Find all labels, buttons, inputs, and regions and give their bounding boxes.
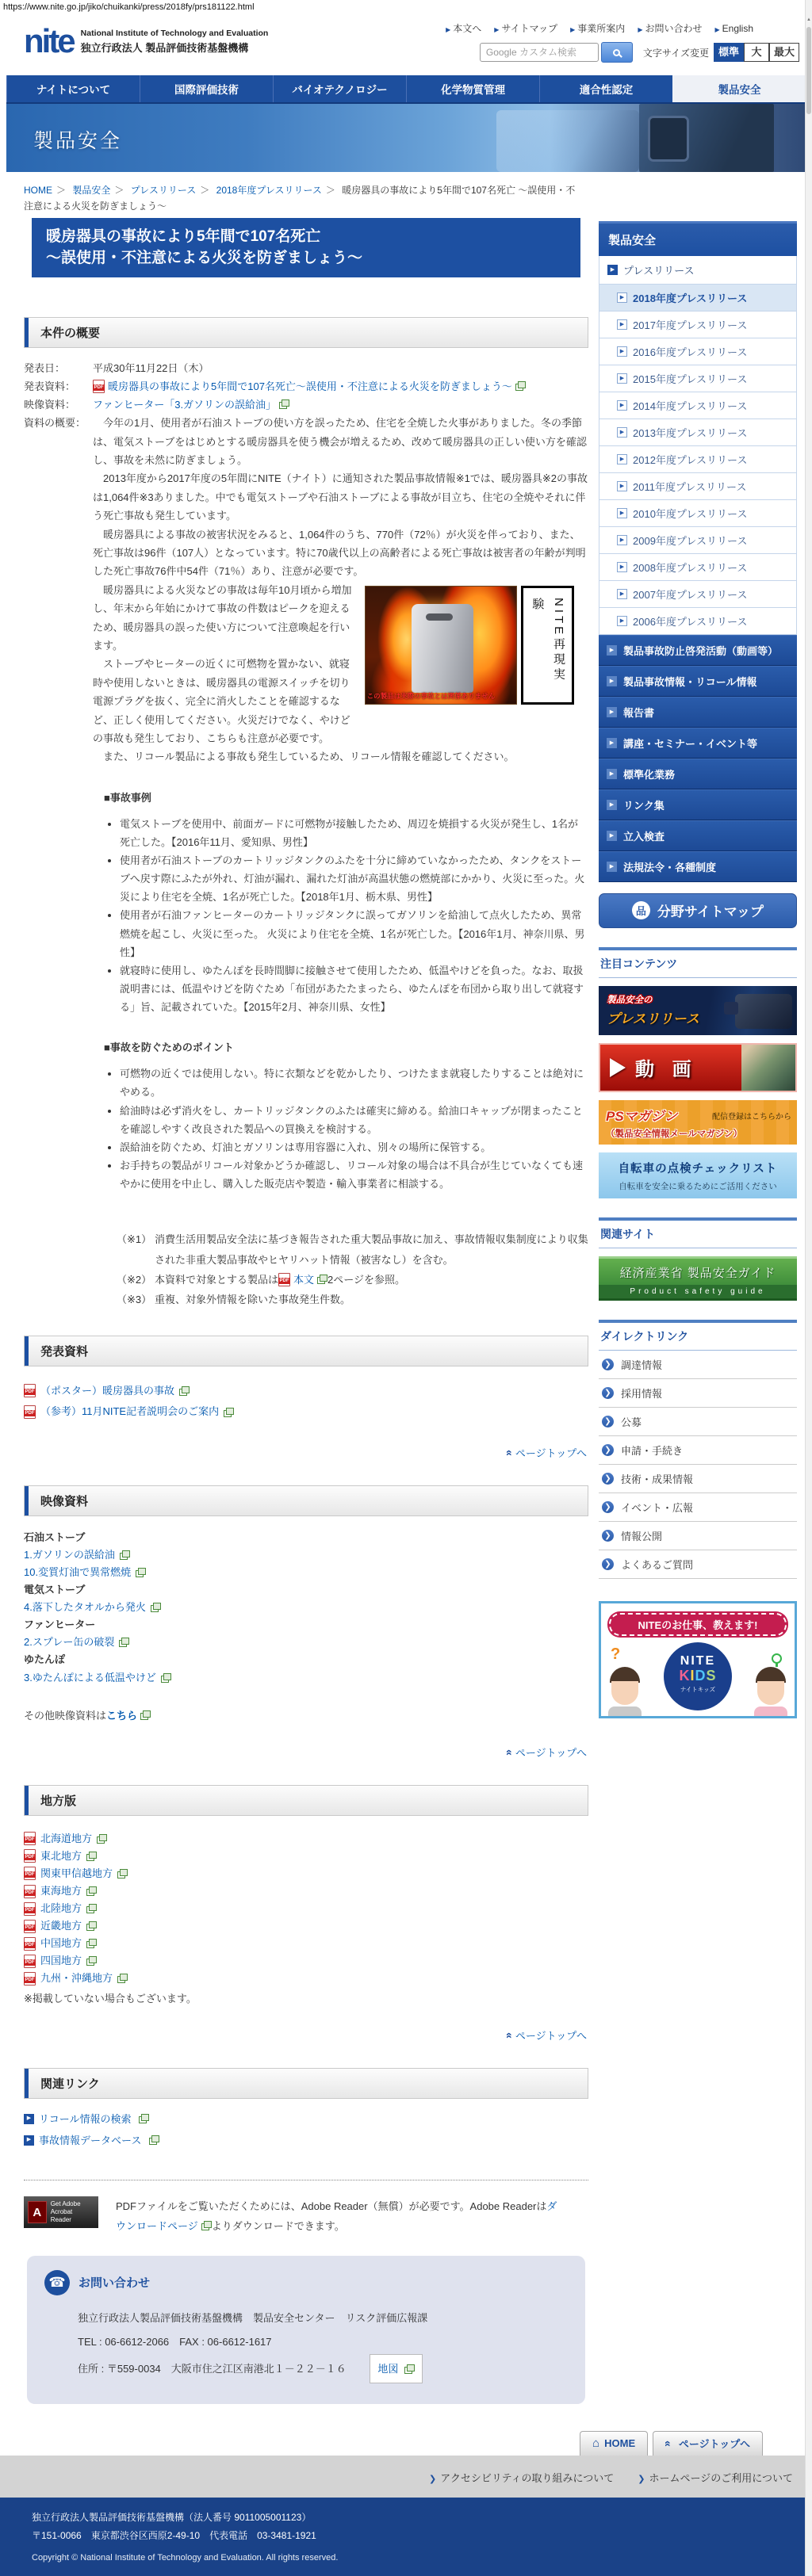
- point-item: • 給油時は必ず消火をし、カートリッジタンクのふたは確実に締める。給油口キャップが閉まったことを確認しやすく改良された製品への買換えを検討する。: [120, 1102, 588, 1138]
- sidebar-year-item[interactable]: ▶ 2017年度プレスリリース: [599, 311, 797, 338]
- release-date: 平成30年11月22日（木）: [93, 361, 209, 374]
- sidebar-year-item[interactable]: ▶ 2014年度プレスリリース: [599, 392, 797, 419]
- overview-info: [24, 359, 588, 1310]
- docs-list: [24, 1381, 588, 1423]
- pdf-icon: [24, 1920, 36, 1933]
- pdf-icon: [93, 380, 105, 393]
- direct-link-item[interactable]: ❯ 情報公開: [599, 1522, 797, 1550]
- section-heading-regions: 地方版: [24, 1785, 588, 1816]
- contact-heading: お問い合わせ: [79, 2276, 151, 2291]
- footnote-3: 重複、対象外情報を除いた事故発生件数。: [155, 1294, 351, 1306]
- press-release-banner[interactable]: 製品安全の プレスリリース: [599, 986, 797, 1035]
- field-sitemap-button[interactable]: 品 分野サイトマップ: [599, 893, 797, 928]
- new-window-icon: [139, 2114, 149, 2123]
- sidebar-year-item[interactable]: ▶ 2018年度プレスリリース: [599, 285, 797, 311]
- sidebar-menu-item[interactable]: ▶ 製品事故情報・リコール情報: [599, 666, 797, 697]
- page-title: 製品安全: [33, 130, 123, 152]
- footnotes: （※1） 消費生活用製品安全法に基づき報告された重大製品事故に加え、事故情報収集制度により収集された非重大製品事故やヒヤリハット情報（被害なし）を含む。 （※2） 本資料で対象とする製品は PDF 本文 2ページを参照。 （※3） 重複、対象外情報を除いた事故発生件数。: [117, 1229, 588, 1309]
- case-item: • 電気ストーブを使用中、前面ガードに可燃物が接触したため、周辺を焼損する火災が発生し、1名が死亡した。【2016年11月、愛知県、男性】: [120, 815, 588, 851]
- adobe-reader-badge[interactable]: A Get Adobe Acrobat Reader: [24, 2196, 98, 2228]
- square-arrow-icon: ▶: [617, 292, 627, 303]
- summary-paragraph: 2013年度から2017年度の5年間にNITE（ナイト）に通知された製品事故情報※1では、暖房器具※2の事故は1,064件※3ありました。中でも電気ストーブや石油ストーブによる事故が目立ち、住宅の全焼やそれに伴う死亡事故も発生しています。: [93, 472, 588, 522]
- breadcrumb: [24, 182, 583, 215]
- new-window-icon: [86, 1904, 97, 1913]
- sidebar-year-item[interactable]: ▶ 2006年度プレスリリース: [599, 608, 797, 635]
- heater-silhouette: [412, 604, 473, 693]
- summary-paragraph: 今年の1月、使用者が石油ストーブの使い方を誤ったため、住宅を全焼した火事がありました。冬の季節は、電気ストーブをはじめとする暖房器具を使う機会が増えるため、改めて暖房器具の正しい使い方を確認し、事故を未然に防ぎましょう。: [93, 417, 587, 467]
- new-window-icon: [117, 1974, 128, 1983]
- utility-link[interactable]: ▶ お問い合わせ: [638, 23, 703, 34]
- sidebar-year-item[interactable]: ▶ 2013年度プレスリリース: [599, 419, 797, 446]
- doc-link[interactable]: （参考）11月NITE記者説明会のご案内: [40, 1405, 220, 1418]
- pdf-icon: [24, 1885, 36, 1898]
- square-arrow-icon: ▶: [607, 862, 617, 872]
- square-arrow-icon: ▶: [617, 319, 627, 330]
- pdf-icon: [24, 1937, 36, 1951]
- video-banner[interactable]: 動 画: [599, 1043, 797, 1092]
- section-heading-overview: 本件の概要: [24, 317, 588, 348]
- point-item: • お手持ちの製品がリコール対象かどうか確認し、リコール対象の場合は不具合が生じていなくても速やかに使用を中止し、購入した販売店や製造・輸入事業者に相談する。: [120, 1156, 588, 1193]
- square-arrow-icon: ▶: [617, 508, 627, 518]
- pdf-icon: [24, 1384, 36, 1397]
- new-window-icon: [86, 1956, 97, 1966]
- pdf-icon: [24, 1902, 36, 1916]
- video-link[interactable]: 4.落下したタオルから発火: [24, 1601, 146, 1614]
- summary-paragraph: また、リコール製品による事故も発生しているため、リコール情報を確認してください。: [93, 751, 515, 763]
- square-arrow-icon: ▶: [607, 676, 617, 686]
- sidebar-year-item[interactable]: ▶ 2009年度プレスリリース: [599, 527, 797, 554]
- footer-copyright: Copyright © National Institute of Technology and Evaluation. All rights reserved.: [32, 2553, 339, 2563]
- pdf-icon: [24, 1867, 36, 1880]
- direct-link-item[interactable]: ❯ イベント・広報: [599, 1493, 797, 1522]
- square-arrow-icon: ▶: [617, 616, 627, 626]
- circle-arrow-icon: ❯: [602, 1501, 614, 1513]
- home-button[interactable]: ⌂ HOME: [580, 2431, 648, 2456]
- region-pdf-link[interactable]: 関東甲信越地方: [40, 1867, 113, 1879]
- new-window-icon: [86, 1852, 97, 1861]
- sidebar-year-item[interactable]: ▶ 2015年度プレスリリース: [599, 365, 797, 392]
- direct-link-item[interactable]: ❯ よくあるご質問: [599, 1550, 797, 1579]
- search-icon: [613, 49, 620, 56]
- chevron-up-icon: «: [504, 1449, 517, 1456]
- utility-link[interactable]: ▶ サイトマップ: [494, 23, 558, 34]
- breadcrumb-separator: ＞: [325, 185, 335, 196]
- utility-link[interactable]: ▶ English: [714, 22, 753, 34]
- play-icon: [610, 1058, 626, 1077]
- footer-utility-bar: [0, 2456, 812, 2498]
- logo-name-en: National Institute of Technology and Evaluation: [80, 28, 269, 38]
- new-window-icon: [179, 1386, 190, 1396]
- circle-arrow-icon: ❯: [602, 1558, 614, 1570]
- point-item: • 誤給油を防ぐため、灯油とガソリンは専用容器に入れ、別々の場所に保管する。: [120, 1138, 588, 1156]
- circle-arrow-icon: ❯: [602, 1530, 614, 1542]
- product-safety-guide-banner[interactable]: 経済産業省 製品安全ガイド Product safety guide: [599, 1256, 797, 1301]
- new-window-icon: [404, 2364, 415, 2374]
- bottom-buttons: [0, 2431, 763, 2456]
- arrow-right-icon: ❯: [638, 2475, 645, 2485]
- sidebar-menu-item[interactable]: ▶ リンク集: [599, 789, 797, 820]
- hero-banner: [6, 104, 806, 172]
- dog-image: [741, 1045, 795, 1091]
- site-usage-link[interactable]: ❯ ホームページのご利用について: [638, 2472, 793, 2485]
- nav-tab[interactable]: 製品安全: [672, 75, 806, 102]
- pdf-icon: [24, 1832, 36, 1845]
- footer-org: 独立行政法人製品評価技術基盤機構（法人番号 9011005001123）: [32, 2512, 312, 2524]
- breadcrumb-link[interactable]: 2018年度プレスリリース: [216, 185, 322, 196]
- new-window-icon: [515, 381, 526, 391]
- font-size-button[interactable]: 標準: [714, 43, 744, 62]
- nite-experiment-label: NITE再現実験: [521, 586, 574, 705]
- main-content: [24, 218, 588, 2405]
- pagetop-row: [24, 1445, 587, 1460]
- other-videos: その他映像資料はこちら: [24, 1707, 588, 1722]
- video-link[interactable]: 3.ゆたんぽによる低温やけど: [24, 1671, 156, 1684]
- lightbulb-doodle: [772, 1653, 782, 1664]
- videos-list: [24, 1529, 588, 1687]
- video-link[interactable]: 10.変質灯油で異常燃焼: [24, 1566, 132, 1579]
- experiment-photo-block: [365, 586, 574, 705]
- pagetop-row: [24, 1745, 587, 1760]
- global-nav: [6, 75, 806, 104]
- summary-paragraph: 暖房器具による火災などの事故は毎年10月頃から増加し、年末から年始にかけて事故の件数はピークを迎えるため、暖房器具の誤った使い方について注意喚起を行います。: [93, 583, 352, 652]
- chevron-up-icon: «: [662, 2440, 676, 2447]
- adobe-reader-notice: [24, 2196, 588, 2237]
- square-arrow-icon: ▶: [607, 738, 617, 748]
- contact-tel: TEL : 06-6612-2066 FAX : 06-6612-1617: [78, 2335, 272, 2348]
- nav-tab[interactable]: 適合性認定: [539, 75, 672, 102]
- circle-arrow-icon: ❯: [602, 1387, 614, 1399]
- direct-link-item[interactable]: ❯ 調達情報: [599, 1351, 797, 1379]
- photo-caption: この製品は実際の事故とは関係ありません: [366, 691, 496, 700]
- square-arrow-icon: ▶: [24, 2114, 34, 2124]
- font-size-button[interactable]: 最大: [769, 43, 799, 62]
- browser-url: https://www.nite.go.jp/jiko/chuikanki/press/2018fy/prs181122.html: [3, 2, 255, 12]
- points-heading: ■事故を防ぐためのポイント: [104, 1041, 234, 1054]
- region-pdf-link[interactable]: 東北地方: [40, 1849, 82, 1862]
- new-window-icon: [119, 1638, 129, 1647]
- square-arrow-icon: ▶: [607, 645, 617, 655]
- article-title: 暖房器具の事故により5年間で107名死亡 ～誤使用・不注意による火災を防ぎましょう～: [32, 218, 580, 277]
- square-arrow-icon: ▶: [607, 707, 617, 717]
- region-pdf-link[interactable]: 東海地方: [40, 1884, 82, 1897]
- kid-boy-image: [607, 1667, 642, 1711]
- fulltext-link[interactable]: 本文: [293, 1273, 315, 1286]
- square-arrow-icon: ▶: [607, 265, 618, 275]
- circle-arrow-icon: ❯: [602, 1444, 614, 1456]
- heater-fire-photo: [365, 586, 517, 705]
- doc-link[interactable]: （ポスター）暖房器具の事故: [40, 1384, 175, 1397]
- new-window-icon: [97, 1834, 107, 1844]
- regions-note: ※掲載していない場合もございます。: [24, 1992, 197, 2005]
- direct-links-heading: ダイレクトリンク: [599, 1320, 797, 1351]
- summary-paragraph: ストーブやヒーターの近くに可燃物を置かない、就寝時や使用しないときは、暖房器具の電源スイッチを切り電源プラグを抜く、完全に消火したことを確認するなど、正しく使用してください。火災だけでなく、やけどの事故も発生しており、こちらも注意が必要です。: [93, 658, 350, 744]
- arrow-right-icon: ▶: [714, 25, 720, 33]
- pagetop-button[interactable]: « ページトップへ: [653, 2431, 763, 2456]
- featured-heading: 注目コンテンツ: [599, 947, 797, 978]
- region-pdf-link[interactable]: 北陸地方: [40, 1902, 82, 1915]
- square-arrow-icon: ▶: [617, 400, 627, 411]
- sidebar-year-item[interactable]: ▶ 2010年度プレスリリース: [599, 500, 797, 527]
- sidebar: [599, 221, 797, 1718]
- hero-photo-machine: [496, 110, 639, 172]
- scrollbar-thumb[interactable]: [806, 27, 811, 114]
- direct-links: [599, 1351, 797, 1579]
- square-arrow-icon: ▶: [607, 800, 617, 810]
- new-window-icon: [201, 2221, 212, 2230]
- new-window-icon: [136, 1568, 146, 1577]
- sidebar-menu-item[interactable]: ▶ 標準化業務: [599, 759, 797, 789]
- pdf-icon: [24, 1972, 36, 1986]
- new-window-icon: [161, 1673, 171, 1683]
- region-pdf-link[interactable]: 四国地方: [40, 1955, 82, 1967]
- case-item: • 使用者が石油ファンヒーターのカートリッジタンクに誤ってガソリンを給油して点火したため、異常燃焼を起こし、火災に至った。 火災により住宅を全焼、1名が死亡した。【2016年1月、神奈川県、男性】: [120, 906, 588, 961]
- new-window-icon: [86, 1921, 97, 1931]
- search-bar: [480, 42, 799, 63]
- nite-kids-logo: NITE KIDS ナイトキッズ: [664, 1642, 732, 1710]
- video-link[interactable]: 2.スプレー缶の破裂: [24, 1636, 115, 1649]
- scrollbar-up-arrow[interactable]: ▲: [806, 17, 811, 22]
- utility-link[interactable]: ▶ 本文へ: [446, 23, 482, 34]
- related-sites-heading: 関連サイト: [599, 1217, 797, 1248]
- footnote-1: 消費生活用製品安全法に基づき報告された重大製品事故に加え、事故情報収集制度により収集された非重大製品事故やヒヤリハット情報（被害なし）を含む。: [155, 1233, 588, 1266]
- sidebar-menu-item[interactable]: ▶ 製品事故防止啓発活動（動画等）: [599, 635, 797, 666]
- footer-address: 〒151-0066 東京都渋谷区西原2-49-10 代表電話 03-3481-1921: [32, 2530, 316, 2542]
- material-link[interactable]: 暖房器具の事故により5年間で107名死亡～誤使用・不注意による火災を防ぎましょう～: [108, 380, 512, 392]
- ps-magazine-banner[interactable]: PSマガジン 配信登録はこちらから （製品安全情報メールマガジン）: [599, 1100, 797, 1145]
- adobe-download-link[interactable]: ダウンロードページ: [116, 2200, 557, 2233]
- new-window-icon: [279, 399, 289, 409]
- sidebar-year-item[interactable]: ▶ 2007年度プレスリリース: [599, 581, 797, 608]
- new-window-icon: [140, 1710, 151, 1720]
- release-date-row: 発表日： 平成30年11月22日（木）: [24, 359, 588, 377]
- region-pdf-link[interactable]: 中国地方: [40, 1937, 82, 1950]
- new-window-icon: [120, 1550, 130, 1560]
- chevron-up-icon: «: [504, 1749, 517, 1756]
- breadcrumb-link[interactable]: プレスリリース: [130, 185, 197, 196]
- sidebar-menu-item[interactable]: ▶ 講座・セミナー・イベント等: [599, 728, 797, 759]
- arrow-right-icon: ▶: [638, 26, 643, 33]
- arrow-right-icon: ▶: [446, 26, 451, 33]
- region-pdf-link[interactable]: 近畿地方: [40, 1920, 82, 1932]
- breadcrumb-separator: ＞: [200, 185, 210, 196]
- square-arrow-icon: ▶: [617, 454, 627, 464]
- pdf-icon: [24, 1405, 36, 1419]
- new-window-icon: [317, 1275, 327, 1284]
- logo-name-jp: 独立行政法人 製品評価技術基盤機構: [80, 41, 249, 54]
- pdf-icon: [278, 1273, 290, 1286]
- sidebar-year-item[interactable]: ▶ 2008年度プレスリリース: [599, 554, 797, 581]
- bicycle-checklist-banner[interactable]: 自転車の点検チェックリスト 自転車を安全に乗るためにご活用ください: [599, 1152, 797, 1198]
- region-pdf-link[interactable]: 北海道地方: [40, 1832, 93, 1844]
- nav-tab[interactable]: 化学物質管理: [406, 75, 539, 102]
- square-arrow-icon: ▶: [24, 2135, 34, 2146]
- pagetop-link[interactable]: «ページトップへ: [504, 1746, 587, 1759]
- points-list: [104, 1064, 588, 1193]
- home-icon: ⌂: [592, 2436, 600, 2451]
- direct-link-item[interactable]: ❯ 申請・手続き: [599, 1436, 797, 1465]
- direct-link-item[interactable]: ❯ 採用情報: [599, 1379, 797, 1408]
- video-link[interactable]: 1.ガソリンの誤給油: [24, 1548, 115, 1561]
- regions-list: [24, 1830, 588, 1988]
- site-footer: [0, 2498, 812, 2575]
- section-heading-videos: 映像資料: [24, 1485, 588, 1516]
- video-category: ファンヒーター: [24, 1619, 96, 1631]
- related-links: [24, 2108, 588, 2152]
- nav-tab[interactable]: バイオテクノロジー: [273, 75, 406, 102]
- adobe-notice-text: PDFファイルをご覧いただくためには、Adobe Reader（無償）が必要です。Adobe Readerはダウンロードページ よりダウンロードできます。: [116, 2200, 557, 2233]
- breadcrumb-separator: ＞: [114, 185, 124, 196]
- sidebar-menu: [599, 635, 797, 882]
- chevron-up-icon: «: [504, 2031, 517, 2039]
- sidebar-year-item[interactable]: ▶ 2016年度プレスリリース: [599, 338, 797, 365]
- square-arrow-icon: ▶: [607, 831, 617, 841]
- circle-arrow-icon: ❯: [602, 1416, 614, 1428]
- new-window-icon: [86, 1939, 97, 1948]
- breadcrumb-link[interactable]: HOME: [24, 185, 52, 196]
- arrow-right-icon: ❯: [429, 2475, 437, 2485]
- circle-arrow-icon: ❯: [602, 1473, 614, 1485]
- sidebar-year-list: [599, 285, 797, 635]
- search-button[interactable]: [601, 42, 633, 63]
- pdf-icon: [24, 1955, 36, 1968]
- related-link[interactable]: リコール情報の検索: [39, 2112, 132, 2125]
- other-videos-link[interactable]: こちら: [106, 1709, 138, 1722]
- square-arrow-icon: ▶: [617, 562, 627, 572]
- map-button[interactable]: 地図: [370, 2354, 423, 2384]
- case-item: • 就寝時に使用し、ゆたんぽを長時間脚に接触させて使用したため、低温やけどを負った。なお、取扱説明書には、低温やけどを防ぐため「布団があたたまったら、ゆたんぽを布団から取り出して就寝する」旨、記載されていた。【2015年2月、神奈川県、女性】: [120, 961, 588, 1016]
- scrollbar[interactable]: [805, 0, 812, 2576]
- sidebar-menu-item[interactable]: ▶ 法規法令・各種制度: [599, 851, 797, 882]
- new-window-icon: [86, 1886, 97, 1896]
- contact-box: [27, 2256, 585, 2405]
- sitemap-icon: 品: [632, 901, 650, 919]
- square-arrow-icon: ▶: [617, 589, 627, 599]
- nav-tab[interactable]: 国際評価技術: [140, 75, 273, 102]
- material-row: 発表資料： PDF 暖房器具の事故により5年間で107名死亡～誤使用・不注意による火災を防ぎましょう～: [24, 377, 588, 396]
- square-arrow-icon: ▶: [617, 373, 627, 384]
- arrow-right-icon: ▶: [570, 26, 576, 33]
- summary-row: 資料の概要： 今年の1月、使用者が石油ストーブの使い方を誤ったため、住宅を全焼した火事がありました。冬の季節は、電気ストーブをはじめとする暖房器具を使う機会が増えるため、改めて暖房器具の正しい使い方を確認し、事故を未然に防ぎましょう。 2013年度から2017年度の5年間にNITE（ナイト）に通知された製品事故情報※1では、暖房器具※2の事故は1,064件※3ありました。中でも電気ストーブや石油ストーブによる事故が目立ち、住宅の全焼やそれに伴う死亡事故も発生しています。 暖房器具による事故の被害状況をみると、1,064件のうち、770件（72％）が火災を伴っており、また、死亡事故は96件（107人）となっています。特に70歳代以上の高齢者による死亡事故は被害者の年齢が判明した死亡事故76件中54件（71％）あり、注意が必要です。 この製品は実際の事故とは関係ありません NITE再現実験 暖房器具による火災などの事故は毎年10月頃から増加し、年末から年始にかけて事故の件数はピークを迎えるため、暖房器具の誤った使い方について注意喚起を行います。 ストーブやヒーターの近くに可燃物を置かない、就寝時や使用しないときは、暖房器具の電源スイッチを切り電源プラグを抜く、完全に消火したことを確認するなど、正しく使用してください。火災だけでなく、やけどの事故も発生しており、こちらも注意が必要です。 また、リコール製品による事故も発生しているため、リコール情報を確認してください。 ■事故事例 • 電気ストーブを使用中、前面ガードに可燃物が接触したため、周辺を焼損する火災が発生し、1名が死亡した。【2016年11月、愛知県、男性】 • 使用者が石油ストーブのカートリッジタンクのふたを十分に締めていなかったため、タンクをストーブへ戻す際にふたが外れ、灯油が漏れ、漏れた灯油が高温状態の燃焼部にかかり、火災に至った。火災により住宅を全焼、1名が死亡した。【2018年1月、栃木県、男性】 • 使用者が石油ファンヒーターのカートリッジタンクに誤ってガソリンを給油して点火したため、異常燃焼を起こし、火災に至った。 火災により住宅を全焼、1名が死亡した。【2016年1月、神奈川県、男性】 • 就寝時に使用し、ゆたんぽを長時間脚に接触させて使用したため、低温やけどを負った。なお、取扱説明書には、低温やけどを防ぐため「布団があたたまったら、ゆたんぽを布団から取り出して就寝する」旨、記載されていた。【2015年2月、神奈川県、女性】 ■事故を防ぐためのポイント • 可燃物の近くでは使用しない。特に衣類などを乾かしたり、つけたまま就寝したりすることは絶対にやめる。 • 給油時は必ず消火をし、カートリッジタンクのふたは確実に締める。給油口キャップが閉まったことを確認しやすく改良された製品への買換えを検討する。 • 誤給油を防ぐため、灯油とガソリンは専用容器に入れ、別々の場所に保管する。 • お手持ちの製品がリコール対象かどうか確認し、リコール対象の場合は不具合が生じていなくても速やかに使用を中止し、購入した販売店や製造・輸入事業者に相談する。 （※1） 消費生活用製品安全法に基づき報告された重大製品事故に加え、事故情報収集制度により収集された非重大製品事故やヒヤリハット情報（被害なし）を含む。 （※2） 本資料で対象とする製品は PDF 本文 2ページを参照。 （※3） 重複、対象外情報を除いた事故発生件数。: [24, 414, 588, 1309]
- section-heading-docs: 発表資料: [24, 1336, 588, 1366]
- square-arrow-icon: ▶: [617, 427, 627, 438]
- case-item: • 使用者が石油ストーブのカートリッジタンクのふたを十分に締めていなかったため、タンクをストーブへ戻す際にふたが外れ、灯油が漏れ、漏れた灯油が高温状態の燃焼部にかかり、火災に至った。火災により住宅を全焼、1名が死亡した。【2018年1月、栃木県、男性】: [120, 851, 588, 906]
- direct-link-item[interactable]: ❯ 技術・成果情報: [599, 1465, 797, 1493]
- site-header: [0, 13, 812, 75]
- sidebar-year-item[interactable]: ▶ 2011年度プレスリリース: [599, 473, 797, 500]
- phone-icon: ☎: [44, 2270, 70, 2295]
- font-size-button[interactable]: 大: [744, 43, 769, 62]
- contact-org: 独立行政法人製品評価技術基盤機構 製品安全センター リスク評価広報課: [78, 2311, 428, 2324]
- sidebar-item-press-release[interactable]: ▶ プレスリリース: [599, 256, 797, 285]
- nav-tab[interactable]: ナイトについて: [6, 75, 140, 102]
- circle-arrow-icon: ❯: [602, 1359, 614, 1370]
- video-material-link[interactable]: ファンヒーター「3.ガソリンの誤給油」: [93, 399, 277, 411]
- hero-photo-device: [650, 118, 687, 159]
- related-link[interactable]: 事故情報データベース: [39, 2134, 142, 2146]
- new-window-icon: [224, 1408, 234, 1417]
- kid-girl-image: [753, 1667, 788, 1711]
- pagetop-row: [24, 2028, 587, 2043]
- search-input[interactable]: [480, 43, 599, 62]
- video-category: ゆたんぽ: [24, 1653, 66, 1666]
- utility-link[interactable]: ▶ 事業所案内: [570, 23, 626, 34]
- sidebar-menu-item[interactable]: ▶ 立入検査: [599, 820, 797, 851]
- sidebar-year-item[interactable]: ▶ 2012年度プレスリリース: [599, 446, 797, 473]
- square-arrow-icon: ▶: [617, 535, 627, 545]
- pagetop-link[interactable]: «ページトップへ: [504, 2029, 587, 2042]
- nite-logo[interactable]: [24, 22, 269, 59]
- nite-logo-mark: nite: [24, 22, 74, 59]
- square-arrow-icon: ▶: [617, 346, 627, 357]
- font-size-buttons: [714, 43, 799, 62]
- contact-address: 住所 : 〒559-0034 大阪市住之江区南港北１－２２－１６ 地図: [78, 2354, 568, 2384]
- nite-kids-banner[interactable]: NITEのお仕事、教えます! ? NITE KIDS ナイトキッズ: [599, 1601, 797, 1718]
- square-arrow-icon: ▶: [607, 769, 617, 779]
- cases-list: [104, 815, 588, 1016]
- new-window-icon: [117, 1869, 128, 1878]
- breadcrumb-current: 暖房器具の事故により5年間で107名死亡 ～誤使用・不注意による火災を防ぎましょう～: [24, 185, 576, 212]
- direct-link-item[interactable]: ❯ 公募: [599, 1408, 797, 1436]
- square-arrow-icon: ▶: [617, 481, 627, 491]
- region-pdf-link[interactable]: 九州・沖縄地方: [40, 1972, 113, 1985]
- adobe-icon: A: [28, 2201, 47, 2223]
- section-heading-related: 関連リンク: [24, 2068, 588, 2099]
- sidebar-title[interactable]: 製品安全: [599, 221, 797, 256]
- arrow-right-icon: ▶: [494, 26, 500, 33]
- new-window-icon: [151, 1603, 161, 1612]
- point-item: • 可燃物の近くでは使用しない。特に衣類などを乾かしたり、つけたまま就寝したりすることは絶対にやめる。: [120, 1064, 588, 1101]
- sidebar-menu-item[interactable]: ▶ 報告書: [599, 697, 797, 728]
- breadcrumb-link[interactable]: 製品安全: [72, 185, 111, 196]
- video-category: 電気ストーブ: [24, 1584, 86, 1596]
- question-mark-doodle: ?: [611, 1645, 621, 1663]
- cases-heading: ■事故事例: [104, 791, 151, 804]
- video-material-row: 映像資料： ファンヒーター「3.ガソリンの誤給油」: [24, 396, 588, 414]
- utility-nav: [446, 21, 753, 35]
- video-category: 石油ストーブ: [24, 1531, 86, 1543]
- breadcrumb-separator: ＞: [56, 185, 67, 196]
- accessibility-link[interactable]: ❯ アクセシビリティの取り組みについて: [429, 2472, 615, 2485]
- footnote-2: 本資料で対象とする製品は PDF 本文 2ページを参照。: [155, 1270, 588, 1290]
- new-window-icon: [149, 2135, 159, 2145]
- summary-paragraph: 暖房器具による事故の被害状況をみると、1,064件のうち、770件（72％）が火災を伴っており、また、死亡事故は96件（107人）となっています。特に70歳代以上の高齢者による死亡事故は被害者の年齢が判明した死亡事故76件中54件（71％）あり、注意が必要です。: [93, 528, 586, 578]
- pagetop-link[interactable]: «ページトップへ: [504, 1447, 587, 1459]
- font-size-label: 文字サイズ変更: [642, 47, 709, 59]
- pdf-icon: [24, 1849, 36, 1863]
